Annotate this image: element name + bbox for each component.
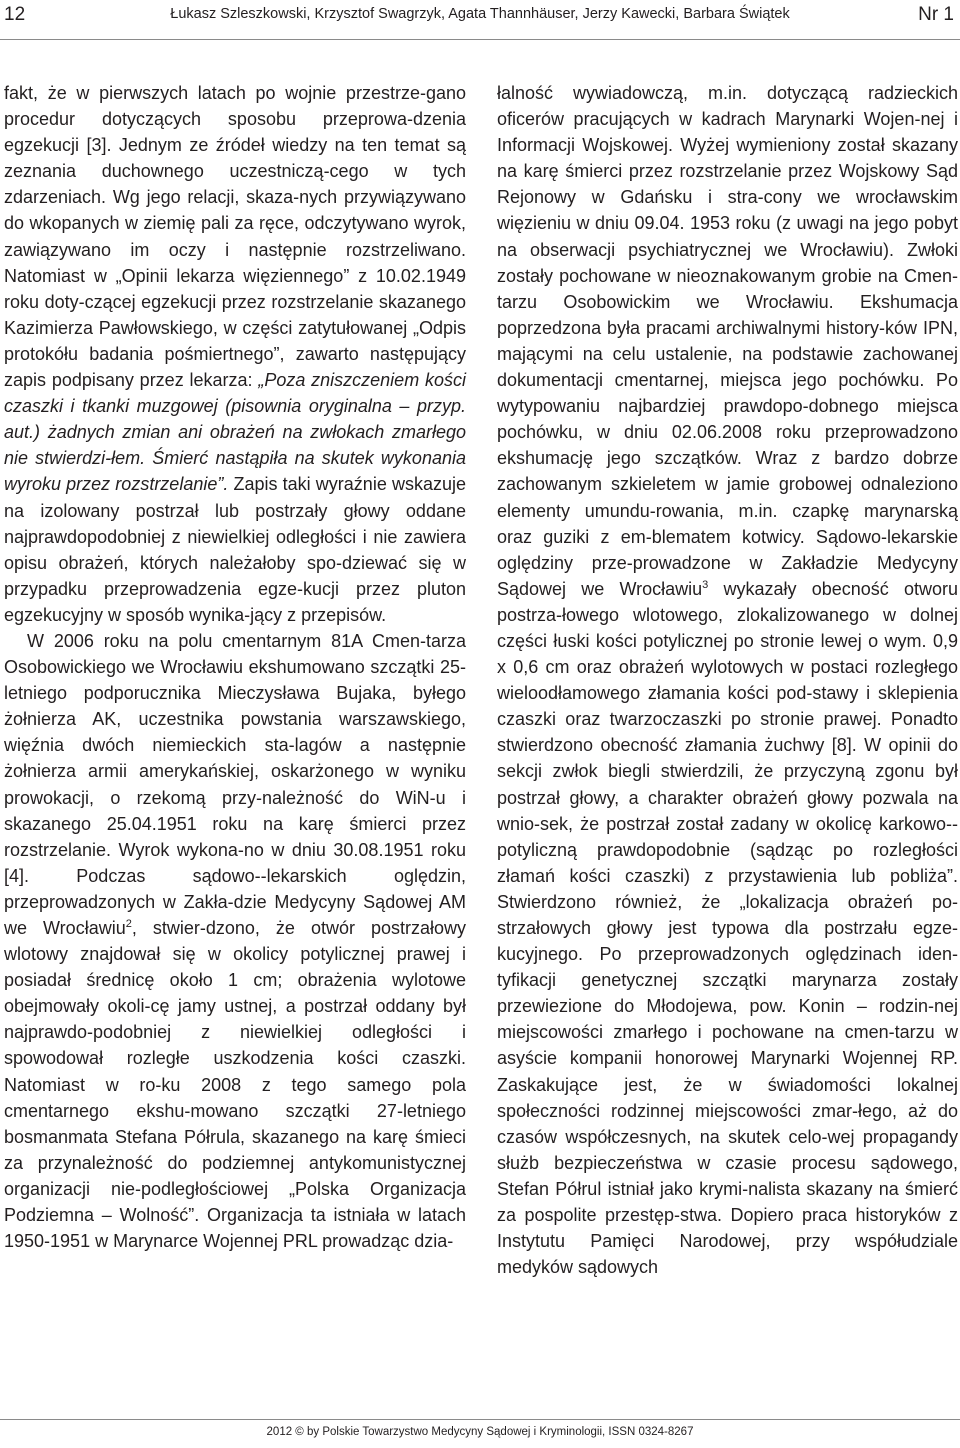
- paragraph-text: wykazały obecność otworu postrza-łowego wlotowego, zlokalizowanego w dolnej części łuski kości potylicznej po stronie lewej o wym. 0,9 x 0,6 cm oraz obrażeń wylotowych w postaci rozległego wieloodłamowego złamania kości pod-stawy i sklepienia czaszki oraz twarzoczaszki po stronie prawej. Ponadto stwierdzono obecność złamania żuchwy [8]. W opinii do sekcji zwłok biegli stwierdzili, że przyczyną zgonu był postrzał głowy, a charakter obrażeń głowy pozwala na wnio-sek, że postrzał został zadany w okolicę karkowo--potyliczną prawdopodobnie (sądząc po rozległości złamań kości czaszki) z przystawienia lub pobliża”. Stwierdzono również, że „lokalizacja obrażeń po-strzałowych głowy jest typowa dla postrzału egze-kucyjnego. Po przeprowadzonych oględzinach iden-tyfikacji genetycznej szczątki marynarza zostały przewiezione do Młodojewa, pow. Konin – rodzin-nej miejscowości zmarłego i pochowane na cmen-tarzu w asyście kompanii honorowej Marynarki Wojennej RP. Zaskakujące jest, że w świadomości lokalnej społeczności rodzinnej miejscowości zmar-łego, aż do czasów współczesnych, na skutek celo-wej propagandy służb bezpieczeństwa w czasie procesu sądowego, Stefan Półrul istniał jako krymi-nalista skazany na śmierć za pospolite przestęp-stwa. Dopiero praca historyków z Instytutu Pamięci Narodowej, przy współudziale medyków sądowych: [497, 578, 958, 1278]
- paragraph-text: łalność wywiadowczą, m.in. dotyczącą radzieckich oficerów pracujących w kadrach Marynarki Wojen-nej i Informacji Wojskowej. Wyżej wymieniony został skazany na karę śmierci przez rozstrzelanie przez Wojskowy Sąd Rejonowy w Gdańsku i stra-cony we wrocławskim więzieniu w dniu 09.04. 1953 roku (z uwagi na jego pobyt na obserwacji psychiatrycznej we Wrocławiu). Zwłoki zostały pochowane w nieoznakowanym grobie na Cmen-tarzu Osobowickim we Wrocławiu. Ekshumacja poprzedzona była pracami archiwalnymi history-ków IPN, mającymi na celu ustalenie, na podstawie zachowanej dokumentacji cmentarnej, miejsca jego pochówku. Po wytypowaniu najbardziej prawdopo-dobnego miejsca pochówku, w dniu 02.06.2008 roku przeprowadzono ekshumację jego szczątków. Wraz z bardzo dobrze zachowanym szkieletem w jamie grobowej odnaleziono elementy umundu-rowania, m.in. czapkę marynarską oraz guziki z em-blematem kotwicy. Sądowo-lekarskie oględziny prze-prowadzone w Zakładzie Medycyny Sądowej we Wrocławiu: [497, 83, 958, 599]
- page-number: 12: [4, 4, 26, 25]
- running-head-authors: Łukasz Szleszkowski, Krzysztof Swagrzyk, Agata Thannhäuser, Jerzy Kawecki, Barbara Świątek: [170, 6, 790, 22]
- paragraph-continued: [497, 80, 958, 1280]
- paragraph-text: , stwier-dzono, że otwór postrzałowy wlotowy znajdował się w okolicy potylicznej prawej i posiadał średnicę około 1 cm; obrażenia wylotowe obejmowały okoli-cę jamy ustnej, a postrzał oddany był najprawdo-podobniej z niewielkiej odległości i spowodował rozległe uszkodzenia kości czaszki. Natomiast w ro-ku 2008 z tego samego pola cmentarnego ekshu-mowano szczątki 27-letniego bosmanmata Stefana Półrula, skazanego na karę śmieci za przynależność do podziemnej antykomunistycznej organizacji nie-podległościowej „Polska Organizacja Podziemna – Wolność”. Organizacja ta istniała w latach 1950-1951 w Marynarce Wojennej PRL prowadząc dzia-: [4, 918, 467, 1252]
- issue-number: Nr 1: [918, 4, 954, 25]
- paragraph-text: fakt, że w pierwszych latach po wojnie przestrze-gano procedur dotyczących sposobu przeprowa-dzenia egzekucji [3]. Jednym ze źródeł wiedzy na ten temat są zeznania duchownego uczestniczą-cego w tych zdarzeniach. Wg jego relacji, skaza-nych przywiązywano do wkopanych w ziemię pali za ręce, odczytywano wyrok, zawiązywano im oczy i następnie rozstrzeliwano. Natomiast w „Opinii lekarza więziennego” z 10.02.1949 roku doty-czącej egzekucji przez rozstrzelanie skazanego Kazimierza Pawłowskiego, w części zatytułowanej „Odpis protokółu badania pośmiertnego”, zawarto następujący zapis podpisany przez lekarza:: [4, 83, 466, 391]
- right-column: [497, 80, 958, 1280]
- paragraph-text: W 2006 roku na polu cmentarnym 81A Cmen-tarza Osobowickiego we Wrocławiu ekshumowano szczątki 25-letniego podporucznika Mieczysława Bujaka, byłego żołnierza AK, uczestnika powstania warszawskiego, więźnia dwóch niemieckich sta-lagów a następnie żołnierza armii amerykańskiej, oskarżonego w wyniku prowokacji, o rzekomą przy-należność do WiN-u i skazanego 25.04.1951 roku na karę śmierci przez rozstrzelanie. Wyrok wykona-no w dniu 30.08.1951 roku [4]. Podczas sądowo--lekarskich oględzin, przeprowadzonych w Zakła-dzie Medycyny Sądowej AM we Wrocławiu: [4, 630, 466, 938]
- left-column: [4, 80, 466, 1254]
- paragraph-text: Zapis taki wyraźnie wskazuje na izolowany postrzał lub postrzały głowy oddane najprawdopodobniej z niewielkiej odległości i nie zawiera opisu obrażeń, których należałoby spo-dziewać się w przypadku przeprowadzenia egze-kucji przez pluton egzekucyjny w sposób wynika-jący z przepisów.: [4, 474, 466, 625]
- page-footer: 2012 © by Polskie Towarzystwo Medycyny Sądowej i Kryminologii, ISSN 0324-8267: [266, 1426, 694, 1438]
- paragraph-execution-procedures: [4, 80, 466, 628]
- footnote-marker: 2: [125, 918, 132, 930]
- page-header: [0, 0, 960, 40]
- paragraph-exhumation-cases: [4, 628, 466, 1254]
- quoted-protocol: „Poza zniszczeniem kości czaszki i tkanki muzgowej (pisownia oryginalna – przyp. aut.) żadnych zmian ani obrażeń na zwłokach zmarłego nie stwierdzi-łem. Śmierć nastąpiła na skutek wykonania wyroku przez rozstrzelanie”.: [4, 370, 466, 495]
- footer-divider: [0, 1419, 960, 1420]
- footnote-marker: 3: [702, 578, 709, 591]
